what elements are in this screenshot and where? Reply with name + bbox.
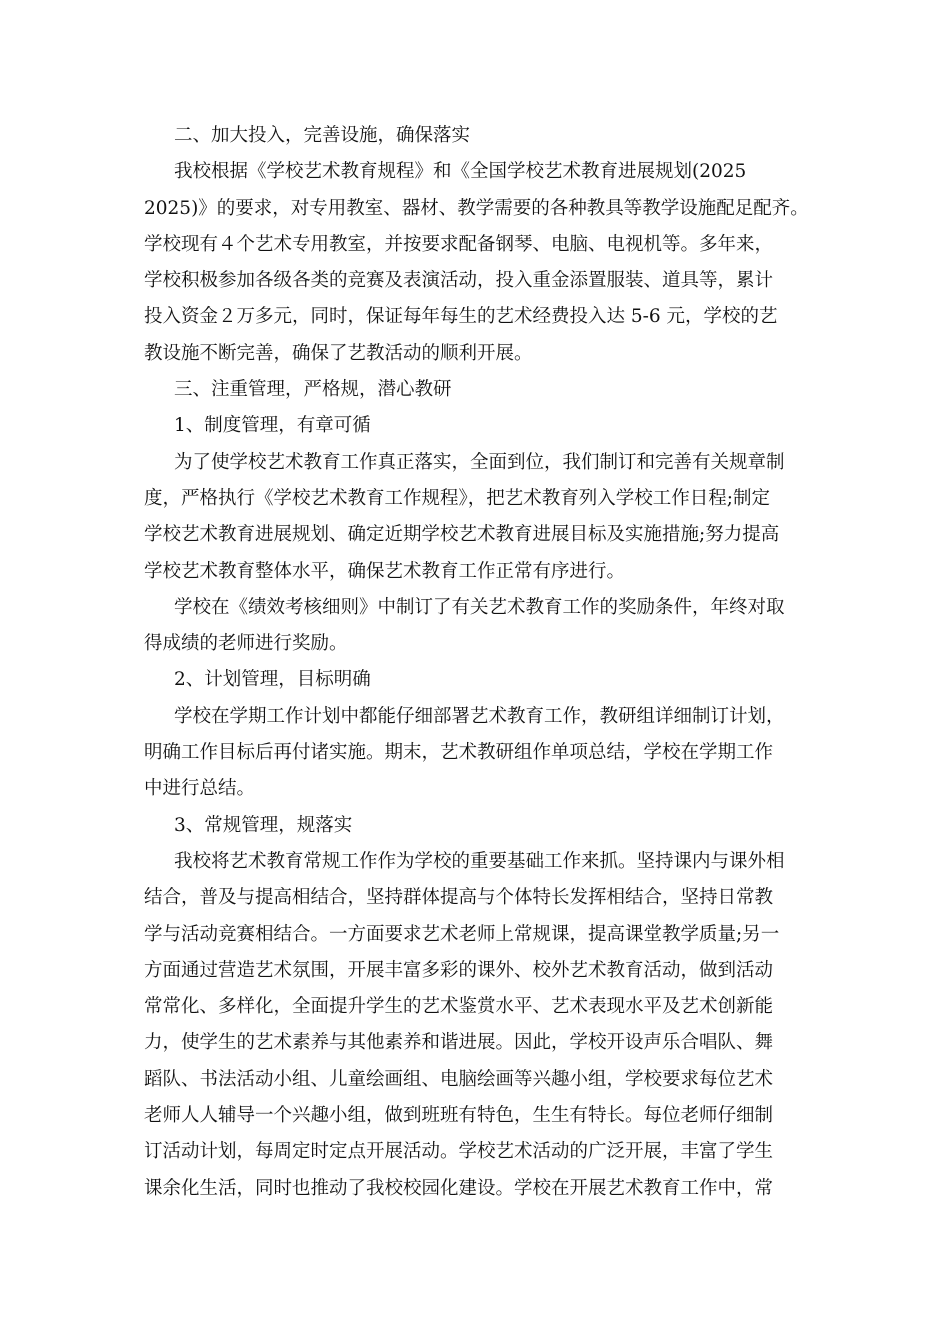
text-line: 3、常规管理，规落实 (174, 814, 353, 836)
text-line: 蹈队、书法活动小组、儿童绘画组、电脑绘画等兴趣小组，学校要求每位艺术 (144, 1068, 774, 1090)
text-line: 学校在《绩效考核细则》中制订了有关艺术教育工作的奖励条件，年终对取 (174, 596, 785, 618)
text-line: 我校根据《学校艺术教育规程》和《全国学校艺术教育进展规划(2025 (174, 161, 747, 183)
text-line: 度，严格执行《学校艺术教育工作规程》，把艺术教育列入学校工作日程;制定 (144, 487, 770, 509)
text-line: 方面通过营造艺术氛围，开展丰富多彩的课外、校外艺术教育活动，做到活动 (144, 959, 774, 981)
text-line: 学校艺术教育整体水平，确保艺术教育工作正常有序进行。 (144, 560, 626, 582)
text-line: 教设施不断完善，确保了艺教活动的顺利开展。 (144, 342, 533, 364)
text-line: 学校现有４个艺术专用教室，并按要求配备钢琴、电脑、电视机等。多年来， (144, 233, 774, 255)
text-line: 学校积极参加各级各类的竞赛及表演活动，投入重金添置服装、道具等，累计 (144, 270, 774, 292)
text-line: 学校艺术教育进展规划、确定近期学校艺术教育进展目标及实施措施;努力提高 (144, 524, 780, 546)
text-line: 老师人人辅导一个兴趣小组，做到班班有特色，生生有特长。每位老师仔细制 (144, 1105, 774, 1127)
text-line: 2025)》的要求，对专用教室、器材、教学需要的各种教具等教学设施配足配齐。 (144, 197, 809, 219)
text-line: 订活动计划，每周定时定点开展活动。学校艺术活动的广泛开展，丰富了学生 (144, 1141, 774, 1163)
text-line: 力，使学生的艺术素养与其他素养和谐进展。因此，学校开设声乐合唱队、舞 (144, 1032, 774, 1054)
text-line: 常常化、多样化，全面提升学生的艺术鉴赏水平、艺术表现水平及艺术创新能 (144, 996, 774, 1018)
document-body (144, 118, 816, 1207)
text-line: 1、制度管理，有章可循 (174, 415, 371, 437)
text-line: 二、加大投入，完善设施，确保落实 (174, 125, 471, 146)
text-line: 学与活动竞赛相结合。一方面要求艺术老师上常规课，提高课堂教学质量;另一 (144, 923, 780, 945)
text-line: 我校将艺术教育常规工作作为学校的重要基础工作来抓。坚持课内与课外相 (174, 850, 785, 872)
text-line: 中进行总结。 (144, 778, 256, 800)
text-line: 得成绩的老师进行奖励。 (144, 633, 348, 655)
text-line: 三、注重管理，严格规，潜心教研 (174, 379, 452, 401)
text-line: 学校在学期工作计划中都能仔细部署艺术教育工作，教研组详细制订计划， (174, 705, 785, 727)
text-line: 为了使学校艺术教育工作真正落实，全面到位，我们制订和完善有关规章制 (174, 451, 785, 473)
text-line: 明确工作目标后再付诸实施。期末，艺术教研组作单项总结，学校在学期工作 (144, 742, 774, 764)
text-line: 课余化生活，同时也推动了我校校园化建设。学校在开展艺术教育工作中，常 (144, 1177, 774, 1199)
text-line: 结合，普及与提高相结合，坚持群体提高与个体特长发挥相结合，坚持日常教 (144, 887, 774, 909)
text-line: 2、计划管理，目标明确 (174, 669, 371, 691)
text-line: 投入资金２万多元，同时，保证每年每生的艺术经费投入达 5-6 元，学校的艺 (144, 306, 778, 328)
